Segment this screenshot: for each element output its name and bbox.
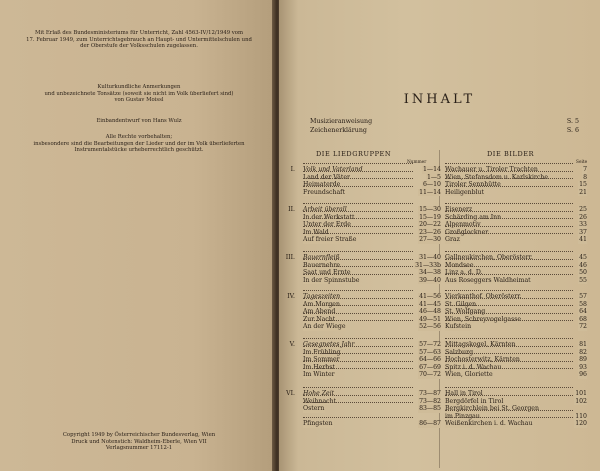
song-number-range: 31—40 xyxy=(419,254,441,261)
picture-page: 101 xyxy=(575,390,587,397)
song-number-range: 57—72 xyxy=(419,341,441,348)
song-number-range: 1—14 xyxy=(423,166,441,173)
dot-leader xyxy=(303,305,413,306)
song-group-title: Pfingsten xyxy=(303,420,333,428)
song-group-title: An der Wiege xyxy=(303,323,346,331)
song-group-title: Am Morgen xyxy=(303,300,340,308)
text-line: und unbezeichnete Tonsätze (soweit sie nicht im Volk überliefert sind) xyxy=(44,90,234,97)
song-number-range: 46—48 xyxy=(419,308,441,316)
dot-leader xyxy=(445,387,573,388)
song-group-title: Im Herbst xyxy=(303,363,335,371)
dot-leader xyxy=(445,346,573,347)
picture-page: 102 xyxy=(575,397,587,405)
toc-page: S. 5 xyxy=(566,118,579,125)
dot-leader xyxy=(303,387,413,388)
dot-leader xyxy=(445,353,573,354)
dot-leader xyxy=(303,395,413,396)
song-group-title: Gesegnetes Jahr xyxy=(303,341,355,348)
picture-title: Hochosterwitz, Kärnten xyxy=(445,356,520,364)
toc-label: Musizieranweisung xyxy=(310,118,373,125)
dot-leader xyxy=(445,290,573,291)
picture-page: 96 xyxy=(579,371,587,379)
picture-title: Mondsee xyxy=(445,261,474,269)
text-line: von Gustav Moissl xyxy=(114,97,164,104)
song-number-range: 52—56 xyxy=(419,323,441,331)
song-group-title: Weihnacht xyxy=(303,397,337,405)
dot-leader xyxy=(445,186,573,187)
picture-page: 120 xyxy=(575,420,587,428)
picture-page: 72 xyxy=(579,323,587,331)
dot-leader xyxy=(445,171,573,172)
notes-credit xyxy=(8,84,270,104)
dot-leader xyxy=(303,338,413,339)
dot-leader xyxy=(303,274,413,275)
song-number-range: 27—30 xyxy=(419,236,441,244)
approval-notice xyxy=(8,30,270,50)
dot-leader xyxy=(303,211,413,212)
dot-leader xyxy=(303,368,413,369)
dot-leader xyxy=(445,298,573,299)
text-line: Copyright 1949 by Österreichischer Bundesverlag, Wien xyxy=(62,432,216,438)
toc-row xyxy=(310,118,579,125)
song-number-range: 70—72 xyxy=(419,371,441,379)
picture-title: Wachauer u. Tiroler Trachten xyxy=(445,166,538,173)
picture-page: 82 xyxy=(579,348,587,356)
song-number-range: 15—30 xyxy=(419,206,441,213)
dot-leader xyxy=(303,298,413,299)
picture-title: Großglockner xyxy=(445,228,489,236)
section-numeral: IV. xyxy=(287,293,295,300)
picture-title: Graz xyxy=(445,236,460,244)
song-group-section xyxy=(285,341,595,379)
song-group-section xyxy=(285,206,595,244)
header-song-groups: DIE LIEDGRUPPEN xyxy=(316,150,392,158)
song-group-title: Tageszeiten xyxy=(303,293,341,300)
song-number-range: 41—56 xyxy=(419,293,441,300)
song-group-title: Bauernehre xyxy=(303,261,341,269)
picture-page: 37 xyxy=(579,228,587,236)
song-group-title: Heimaterde xyxy=(303,181,341,189)
picture-title: St. Gilgen xyxy=(445,300,477,308)
song-group-title: Bauernfleiß xyxy=(303,254,340,261)
picture-page: 33 xyxy=(579,221,587,229)
dot-leader xyxy=(445,226,573,227)
contents-row xyxy=(285,189,595,197)
picture-title: Schärding am Inn xyxy=(445,213,502,221)
dot-leader xyxy=(303,233,413,234)
copyright-notice xyxy=(8,432,270,452)
dot-leader xyxy=(445,410,573,411)
picture-title: Alpenmotiv xyxy=(445,221,481,229)
song-group-title: Saat und Ernte xyxy=(303,269,351,277)
dot-leader xyxy=(445,338,573,339)
dot-leader xyxy=(303,361,413,362)
dot-leader xyxy=(303,178,413,179)
picture-title: Salzburg xyxy=(445,348,474,356)
song-number-range: 39—40 xyxy=(419,276,441,284)
dot-leader xyxy=(303,163,413,164)
song-number-range: 1—5 xyxy=(426,173,441,181)
picture-title: Spitz i. d. Wachau xyxy=(445,363,502,371)
text-line: Kulturkundliche Anmerkungen xyxy=(97,84,181,90)
picture-page: 7 xyxy=(583,166,587,173)
dot-leader xyxy=(303,320,413,321)
dot-leader xyxy=(445,259,573,260)
picture-page: 41 xyxy=(579,236,587,244)
dot-leader xyxy=(445,368,573,369)
contents-row xyxy=(285,420,595,428)
picture-page: 55 xyxy=(579,276,587,284)
dot-leader xyxy=(303,346,413,347)
song-number-range: 41—45 xyxy=(419,300,441,308)
picture-title: Linz a. d. D. xyxy=(445,269,483,277)
song-group-section xyxy=(285,254,595,284)
song-number-range: 6—10 xyxy=(423,181,441,189)
song-number-range: 64—66 xyxy=(419,356,441,364)
dot-leader xyxy=(445,266,573,267)
picture-page: 57 xyxy=(579,293,587,300)
dot-leader xyxy=(445,203,573,204)
text-line: Verlagsnummer 17112-1 xyxy=(105,445,173,452)
song-group-title: Unter der Erde xyxy=(303,221,351,229)
dot-leader xyxy=(445,320,573,321)
dot-leader xyxy=(445,218,573,219)
dot-leader xyxy=(303,402,413,403)
contents-row xyxy=(285,277,595,285)
toc-label: Zeichenerklärung xyxy=(310,127,367,134)
song-number-range: 15—19 xyxy=(419,213,441,221)
picture-title: Bergdörfel in Tirol xyxy=(445,397,504,405)
dot-leader xyxy=(445,361,573,362)
picture-title: Mittagskogel, Kärnten xyxy=(445,341,516,348)
picture-page: 93 xyxy=(579,363,587,371)
picture-title: St. Wolfgang xyxy=(445,308,486,316)
song-group-title: Im Wald xyxy=(303,228,329,236)
picture-title: im Pinzgau xyxy=(445,412,480,420)
text-line: Druck und Notenstich: Waldheim-Eberle, Wien VII xyxy=(71,438,207,445)
text-line: der Oberstufe der Volksschulen zugelassen. xyxy=(80,43,198,50)
picture-title: Hall in Tirol xyxy=(445,390,483,397)
dot-leader xyxy=(303,266,413,267)
text-line: 17. Februar 1949, zum Unterrichtsgebrauch an Haupt- und Untermittelschulen und xyxy=(26,36,252,43)
contents-row xyxy=(285,323,595,331)
picture-page: 64 xyxy=(579,308,587,316)
song-group-title: Im Winter xyxy=(303,371,335,379)
front-matter-list xyxy=(310,118,579,134)
song-number-range: 20—22 xyxy=(419,221,441,229)
text-line: Mit Erlaß des Bundesministeriums für Unterricht, Zahl 4563-IV/12/1949 vom xyxy=(34,30,243,36)
dot-leader xyxy=(303,290,413,291)
song-group-title: Zur Nacht xyxy=(303,315,336,323)
song-group-title: Am Abend xyxy=(303,308,336,316)
subheader-number: Nummer xyxy=(407,160,427,165)
header-pictures: DIE BILDER xyxy=(487,150,535,158)
picture-page: 110 xyxy=(575,412,587,420)
song-group-title: Im Sommer xyxy=(303,356,340,364)
picture-page: 50 xyxy=(579,269,587,277)
picture-title: Wien, Gloriette xyxy=(445,371,493,379)
song-number-range: 34—38 xyxy=(419,269,441,277)
song-number-range: 67—69 xyxy=(419,363,441,371)
cover-credit xyxy=(8,118,270,125)
text-line: Instrumentalstücke urheberrechtlich geschützt. xyxy=(74,147,204,154)
picture-title: Weißenkirchen i. d. Wachau xyxy=(445,420,533,428)
dot-leader xyxy=(445,163,573,164)
dot-leader xyxy=(303,203,413,204)
picture-title: Tiroler Sennhütte xyxy=(445,181,501,189)
right-page xyxy=(279,0,600,471)
song-group-title: Ostern xyxy=(303,405,325,413)
dot-leader xyxy=(445,251,573,252)
picture-page: 8 xyxy=(583,173,587,181)
picture-page: 89 xyxy=(579,356,587,364)
picture-title: Gallneukirchen, Oberösterr. xyxy=(445,254,533,261)
song-number-range: 11—14 xyxy=(419,188,441,196)
contents-row xyxy=(285,371,595,379)
dot-leader xyxy=(445,178,573,179)
song-number-range: 57—63 xyxy=(419,348,441,356)
dot-leader xyxy=(445,233,573,234)
dot-leader xyxy=(303,313,413,314)
text-line: insbesondere sind die Bearbeitungen der Lieder und der im Volk überlieferten xyxy=(33,140,245,147)
picture-page: 26 xyxy=(579,213,587,221)
dot-leader xyxy=(303,251,413,252)
text-line: Einbandentwurf von Hans Wulz xyxy=(96,118,182,124)
song-group-title: Volk und Vaterland xyxy=(303,166,363,173)
picture-page: 81 xyxy=(579,341,587,348)
section-numeral: V. xyxy=(289,341,295,348)
section-numeral: II. xyxy=(288,206,295,213)
song-group-title: In der Werkstatt xyxy=(303,213,355,221)
song-group-title: Freundschaft xyxy=(303,188,345,196)
dot-leader xyxy=(303,259,413,260)
picture-page: 25 xyxy=(579,206,587,213)
dot-leader xyxy=(303,171,413,172)
picture-page: 21 xyxy=(579,188,587,196)
left-page xyxy=(0,0,276,471)
song-number-range: 49—51 xyxy=(419,315,441,323)
dot-leader xyxy=(303,186,413,187)
dot-leader xyxy=(303,353,413,354)
section-numeral: VI. xyxy=(286,390,295,397)
section-numeral: III. xyxy=(285,254,295,261)
picture-title: Aus Roseggers Waldheimat xyxy=(445,276,531,284)
picture-page: 46 xyxy=(579,261,587,269)
picture-page: 15 xyxy=(579,181,587,189)
song-number-range: 73—82 xyxy=(419,397,441,405)
song-group-title: Hohe Zeit xyxy=(303,390,335,397)
song-group-title: In der Spinnstube xyxy=(303,276,360,284)
song-number-range: 83—85 xyxy=(419,405,441,413)
picture-page: 68 xyxy=(579,315,587,323)
dot-leader xyxy=(445,274,573,275)
song-number-range: 31—33b xyxy=(415,261,441,269)
picture-title: Kufstein xyxy=(445,323,472,331)
song-group-section xyxy=(285,293,595,331)
dot-leader xyxy=(303,218,413,219)
picture-title: Bergkirchlein bei St. Georgen xyxy=(445,405,539,413)
song-number-range: 73—87 xyxy=(419,390,441,397)
page-title: INHALT xyxy=(403,92,476,107)
dot-leader xyxy=(445,395,573,396)
subheader-page: Seite xyxy=(576,160,588,165)
song-group-section xyxy=(285,390,595,428)
picture-title: Wien, Schreyvogelgasse xyxy=(445,315,522,323)
section-numeral: I. xyxy=(290,166,295,173)
song-group-title: Land der Väter xyxy=(303,173,350,181)
song-group-section xyxy=(285,166,595,196)
dot-leader xyxy=(445,313,573,314)
song-group-title: Arbeit überall xyxy=(303,206,347,213)
picture-title: Heiligenblut xyxy=(445,188,485,196)
dot-leader xyxy=(303,226,413,227)
picture-title: Eisenerz xyxy=(445,206,473,213)
picture-page: 45 xyxy=(579,254,587,261)
song-number-range: 86—87 xyxy=(419,420,441,428)
picture-title: Vierkanthof, Oberösterr. xyxy=(445,293,522,300)
rights-notice xyxy=(8,134,270,154)
song-group-title: Auf freier Straße xyxy=(303,236,357,244)
dot-leader xyxy=(445,211,573,212)
contents-row xyxy=(285,236,595,244)
dot-leader xyxy=(445,305,573,306)
song-number-range: 23—26 xyxy=(419,228,441,236)
text-line: Alle Rechte vorbehalten; xyxy=(105,134,173,140)
picture-title: Wien, Stefansdom u. Karlskirche xyxy=(445,173,548,181)
toc-page: S. 6 xyxy=(566,127,579,134)
song-group-title: Im Frühling xyxy=(303,348,341,356)
picture-page: 58 xyxy=(579,300,587,308)
dot-leader xyxy=(303,417,413,418)
toc-row xyxy=(310,127,579,134)
dot-leader xyxy=(445,417,573,418)
